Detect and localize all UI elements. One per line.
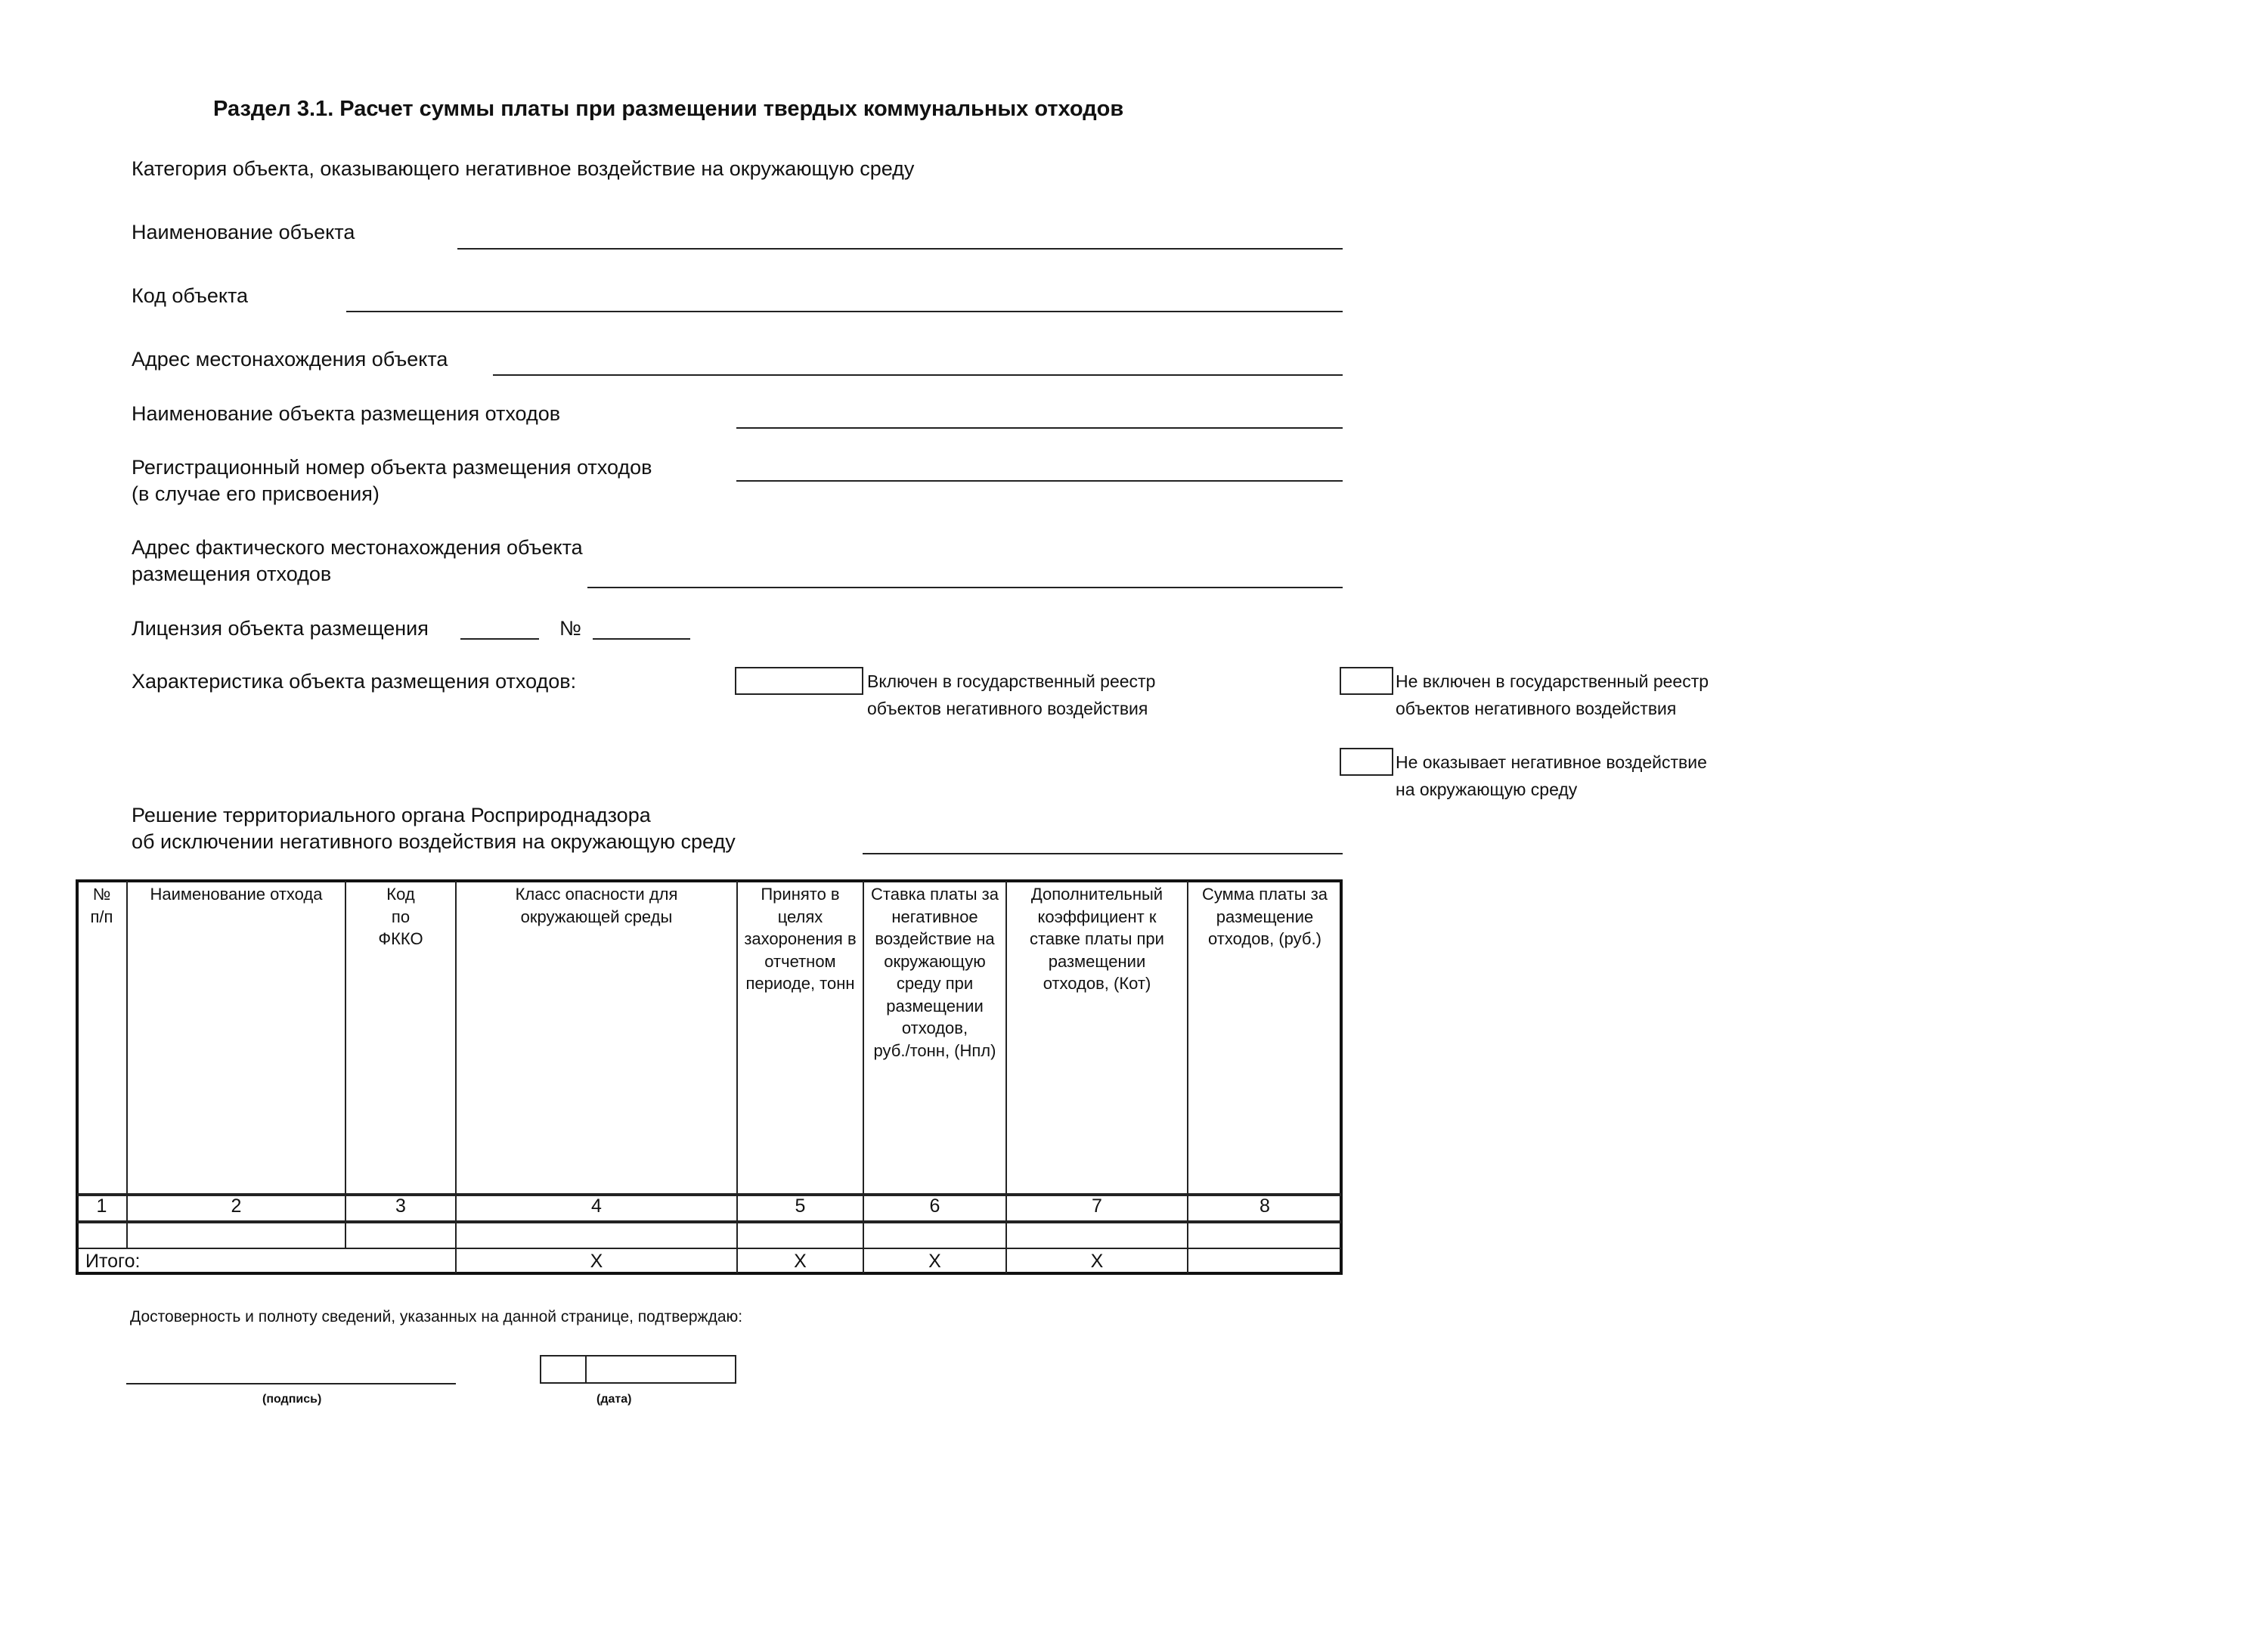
header-col-2: Наименование отхода <box>150 885 323 904</box>
col-number: 3 <box>395 1195 406 1217</box>
object-address-label: Адрес местонахождения объекта <box>132 348 448 371</box>
fee-sum-cell[interactable] <box>1188 1223 1341 1248</box>
header-col-7: Дополнительный коэффициент к ставке платы при размещении отходов, (Кот) <box>1030 885 1164 993</box>
reg-number-field[interactable] <box>736 480 1343 482</box>
col-number: 6 <box>929 1195 940 1217</box>
header-col-6: Ставка платы за негативное воздействие на окружающую среду при размещении отходов, руб./тонн, (Нпл) <box>871 885 999 1060</box>
registry-included-checkbox[interactable] <box>735 667 863 695</box>
object-code-label: Код объекта <box>132 284 249 307</box>
registry-included-label-2: объектов негативного воздействия <box>867 699 1148 718</box>
registry-not-included-checkbox[interactable] <box>1340 667 1393 695</box>
coefficient-cell[interactable] <box>1007 1223 1187 1248</box>
header-col-8: Сумма платы за размещение отходов, (руб.) <box>1201 885 1328 948</box>
page-title: Раздел 3.1. Расчет суммы платы при размещении твердых коммунальных отходов <box>213 97 1124 121</box>
total-x-mark: X <box>1090 1251 1104 1272</box>
registry-not-included-label-1: Не включен в государственный реестр <box>1396 671 1709 691</box>
license-number-field[interactable] <box>593 638 690 640</box>
header-col-3: Код по ФККО <box>378 885 423 948</box>
license-number-sign: № <box>559 617 581 640</box>
reg-number-label-1: Регистрационный номер объекта размещения отходов <box>132 456 652 479</box>
fkko-code-cell[interactable] <box>346 1223 455 1248</box>
object-address-field[interactable] <box>493 374 1343 376</box>
decision-label-1: Решение территориального органа Росприроднадзора <box>132 804 651 826</box>
date-month-year-box[interactable] <box>585 1355 736 1384</box>
total-label: Итого: <box>85 1251 141 1272</box>
actual-address-label-2: размещения отходов <box>132 563 332 585</box>
tons-cell[interactable] <box>738 1223 863 1248</box>
confirmation-text: Достоверность и полноту сведений, указанных на данной странице, подтверждаю: <box>130 1308 743 1325</box>
registry-included-label-1: Включен в государственный реестр <box>867 671 1156 691</box>
object-code-field[interactable] <box>346 311 1343 312</box>
reg-number-label-2: (в случае его присвоения) <box>132 482 380 505</box>
total-x-mark: X <box>590 1251 603 1272</box>
row-divider <box>77 1248 1341 1249</box>
object-name-field[interactable] <box>457 248 1343 250</box>
total-x-mark: X <box>928 1251 941 1272</box>
disposal-name-field[interactable] <box>736 427 1343 429</box>
license-date-field[interactable] <box>460 638 539 640</box>
date-day-box[interactable] <box>540 1355 587 1384</box>
total-x-mark: X <box>794 1251 807 1272</box>
license-label: Лицензия объекта размещения <box>132 617 429 640</box>
actual-address-label-1: Адрес фактического местонахождения объекта <box>132 536 583 559</box>
date-label: (дата) <box>596 1393 632 1406</box>
disposal-name-label: Наименование объекта размещения отходов <box>132 402 561 425</box>
no-impact-label-1: Не оказывает негативное воздействие <box>1396 752 1707 772</box>
signature-field[interactable] <box>126 1383 456 1384</box>
signature-label: (подпись) <box>262 1393 322 1406</box>
header-col-5: Принято в целях захоронения в отчетном периоде, тонн <box>744 885 857 993</box>
no-impact-checkbox[interactable] <box>1340 748 1393 776</box>
registry-not-included-label-2: объектов негативного воздействия <box>1396 699 1677 718</box>
col-number: 7 <box>1092 1195 1102 1217</box>
hazard-class-cell[interactable] <box>457 1223 736 1248</box>
total-sum-cell[interactable] <box>1188 1251 1341 1273</box>
col-number: 4 <box>591 1195 602 1217</box>
col-number: 5 <box>795 1195 806 1217</box>
col-number: 2 <box>231 1195 242 1217</box>
decision-field[interactable] <box>863 853 1343 854</box>
col-number: 1 <box>96 1195 107 1217</box>
header-col-1: № п/п <box>90 885 113 926</box>
waste-name-cell[interactable] <box>128 1223 345 1248</box>
actual-address-field[interactable] <box>587 587 1343 588</box>
object-name-label: Наименование объекта <box>132 221 355 243</box>
col-number: 8 <box>1259 1195 1270 1217</box>
characteristic-label: Характеристика объекта размещения отходов: <box>132 670 577 693</box>
header-col-4: Класс опасности для окружающей среды <box>515 885 678 926</box>
rate-cell[interactable] <box>864 1223 1005 1248</box>
category-label: Категория объекта, оказывающего негативное воздействие на окружающую среду <box>132 157 915 180</box>
no-impact-label-2: на окружающую среду <box>1396 780 1578 799</box>
decision-label-2: об исключении негативного воздействия на окружающую среду <box>132 830 736 853</box>
